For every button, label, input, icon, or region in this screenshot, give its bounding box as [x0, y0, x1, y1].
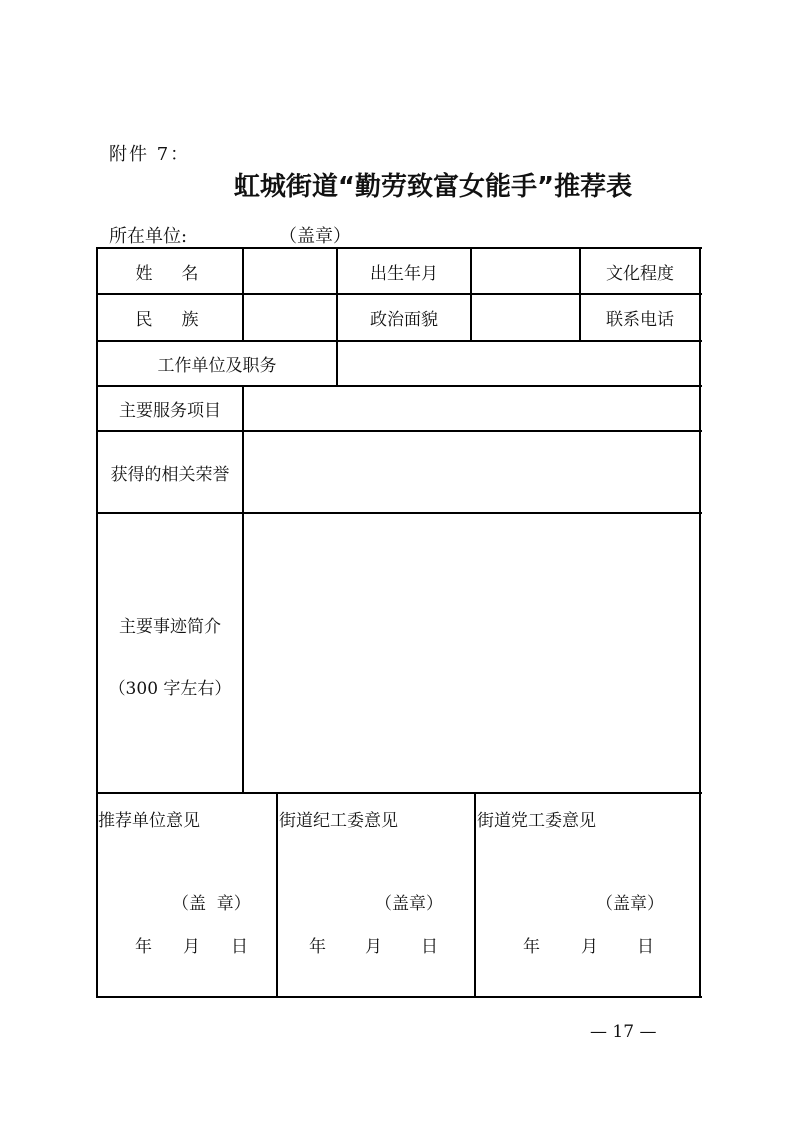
recommend-opinion-label: 推荐单位意见: [98, 811, 200, 831]
political-field[interactable]: [472, 295, 579, 340]
party-seal: （盖章）: [596, 894, 664, 914]
phone-label: 联系电话: [606, 310, 674, 330]
col-divider: [474, 792, 476, 998]
honors-label: 获得的相关荣誉: [110, 464, 230, 485]
name-field[interactable]: [244, 249, 336, 293]
workplace-field[interactable]: [338, 342, 699, 385]
service-field[interactable]: [244, 387, 699, 430]
ethnicity-label: 民 族: [135, 310, 205, 330]
row-divider: [96, 792, 702, 794]
discipline-opinion-label: 街道纪工委意见: [279, 811, 398, 831]
discipline-date-month: 月: [365, 937, 382, 957]
service-label: 主要服务项目: [119, 401, 221, 421]
party-date-month: 月: [581, 937, 598, 957]
honors-field[interactable]: [244, 432, 699, 512]
deeds-note: （300 字左右）: [108, 679, 232, 699]
unit-label: 所在单位:: [109, 226, 188, 247]
recommend-seal: （盖 章）: [172, 894, 251, 914]
party-date-day: 日: [637, 937, 654, 957]
table-border-right: [699, 247, 701, 998]
discipline-seal: （盖章）: [375, 894, 443, 914]
unit-line: [109, 222, 351, 248]
deeds-field[interactable]: [244, 514, 699, 792]
education-label: 文化程度: [606, 263, 674, 284]
party-date-year: 年: [523, 937, 540, 957]
unit-seal-label: （盖章）: [279, 226, 351, 247]
birth-label: 出生年月: [370, 263, 438, 284]
recommend-date-month: 月: [183, 937, 200, 957]
discipline-date-year: 年: [309, 937, 326, 957]
birth-field[interactable]: [472, 249, 579, 293]
recommend-date-year: 年: [135, 937, 152, 957]
table-border-bottom: [96, 996, 702, 998]
political-label: 政治面貌: [370, 310, 438, 330]
form-title: 虹城街道“勤劳致富女能手”推荐表: [233, 172, 633, 202]
party-opinion-label: 街道党工委意见: [477, 811, 596, 831]
ethnicity-field[interactable]: [244, 295, 336, 340]
col-divider: [276, 792, 278, 998]
attachment-label: 附件 7：: [109, 144, 191, 165]
name-label: 姓 名: [135, 263, 205, 284]
workplace-label: 工作单位及职务: [157, 356, 277, 376]
discipline-date-day: 日: [421, 937, 438, 957]
deeds-label: 主要事迹简介: [119, 617, 221, 637]
page-number: — 17 —: [590, 1022, 657, 1042]
recommend-date-day: 日: [231, 937, 248, 957]
